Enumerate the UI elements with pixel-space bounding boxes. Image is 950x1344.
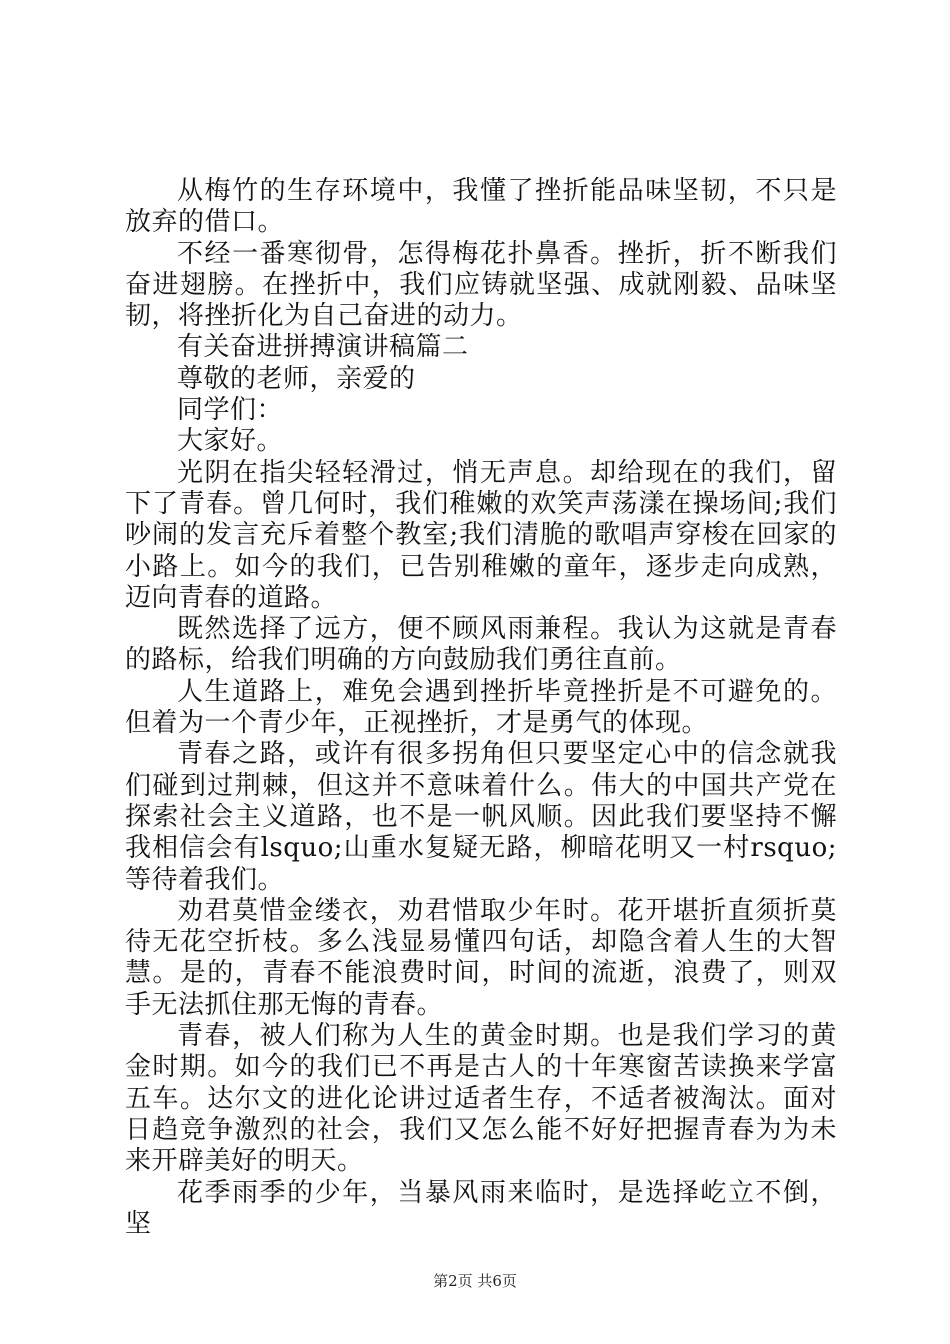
- paragraph: 劝君莫惜金缕衣，劝君惜取少年时。花开堪折直须折莫待无花空折枝。多么浅显易懂四句话，却隐含着人生的大智慧。是的，青春不能浪费时间，时间的流逝，浪费了，则双手无法抓住那无悔的青春。: [125, 895, 837, 1020]
- paragraph: 花季雨季的少年，当暴风雨来临时，是选择屹立不倒，坚: [125, 1177, 837, 1239]
- paragraph: 既然选择了远方，便不顾风雨兼程。我认为这就是青春的路标，给我们明确的方向鼓励我们勇往直前。: [125, 614, 837, 676]
- page-number: 第2页 共6页: [433, 1272, 517, 1290]
- paragraph: 不经一番寒彻骨，怎得梅花扑鼻香。挫折，折不断我们奋进翅膀。在挫折中，我们应铸就坚强、成就刚毅、品味坚韧，将挫折化为自己奋进的动力。: [125, 238, 837, 332]
- paragraph: 青春，被人们称为人生的黄金时期。也是我们学习的黄金时期。如今的我们已不再是古人的十年寒窗苦读换来学富五车。达尔文的进化论讲过适者生存，不适者被淘汰。面对日趋竞争激烈的社会，我们又怎么能不好好把握青春为为未来开辟美好的明天。: [125, 1021, 837, 1177]
- salutation: 同学们：: [177, 395, 284, 426]
- paragraph: 青春之路，或许有很多拐角但只要坚定心中的信念就我们碰到过荆棘，但这并不意味着什么。伟大的中国共产党在探索社会主义道路，也不是一帆风顺。因此我们要坚持不懈我相信会有lsquo;山重水复疑无路，柳暗花明又一村rsquo;等待着我们。: [125, 739, 837, 895]
- paragraph: 光阴在指尖轻轻滑过，悄无声息。却给现在的我们，留下了青春。曾几何时，我们稚嫩的欢笑声荡漾在操场间;我们吵闹的发言充斥着整个教室;我们清脆的歌唱声穿梭在回家的小路上。如今的我们，已告别稚嫩的童年，逐步走向成熟，迈向青春的道路。: [125, 457, 837, 613]
- section-heading: 有关奋进拼搏演讲稿篇二: [177, 332, 469, 363]
- paragraph: 人生道路上，难免会遇到挫折毕竟挫折是不可避免的。但着为一个青少年，正视挫折，才是勇气的体现。: [125, 676, 837, 739]
- greeting: 大家好。: [177, 426, 284, 457]
- page-footer: [0, 1270, 950, 1291]
- paragraph: 从梅竹的生存环境中，我懂了挫折能品味坚韧，不只是放弃的借口。: [125, 176, 837, 238]
- document-body: [125, 176, 837, 1240]
- salutation: 尊敬的老师，亲爱的: [177, 363, 416, 394]
